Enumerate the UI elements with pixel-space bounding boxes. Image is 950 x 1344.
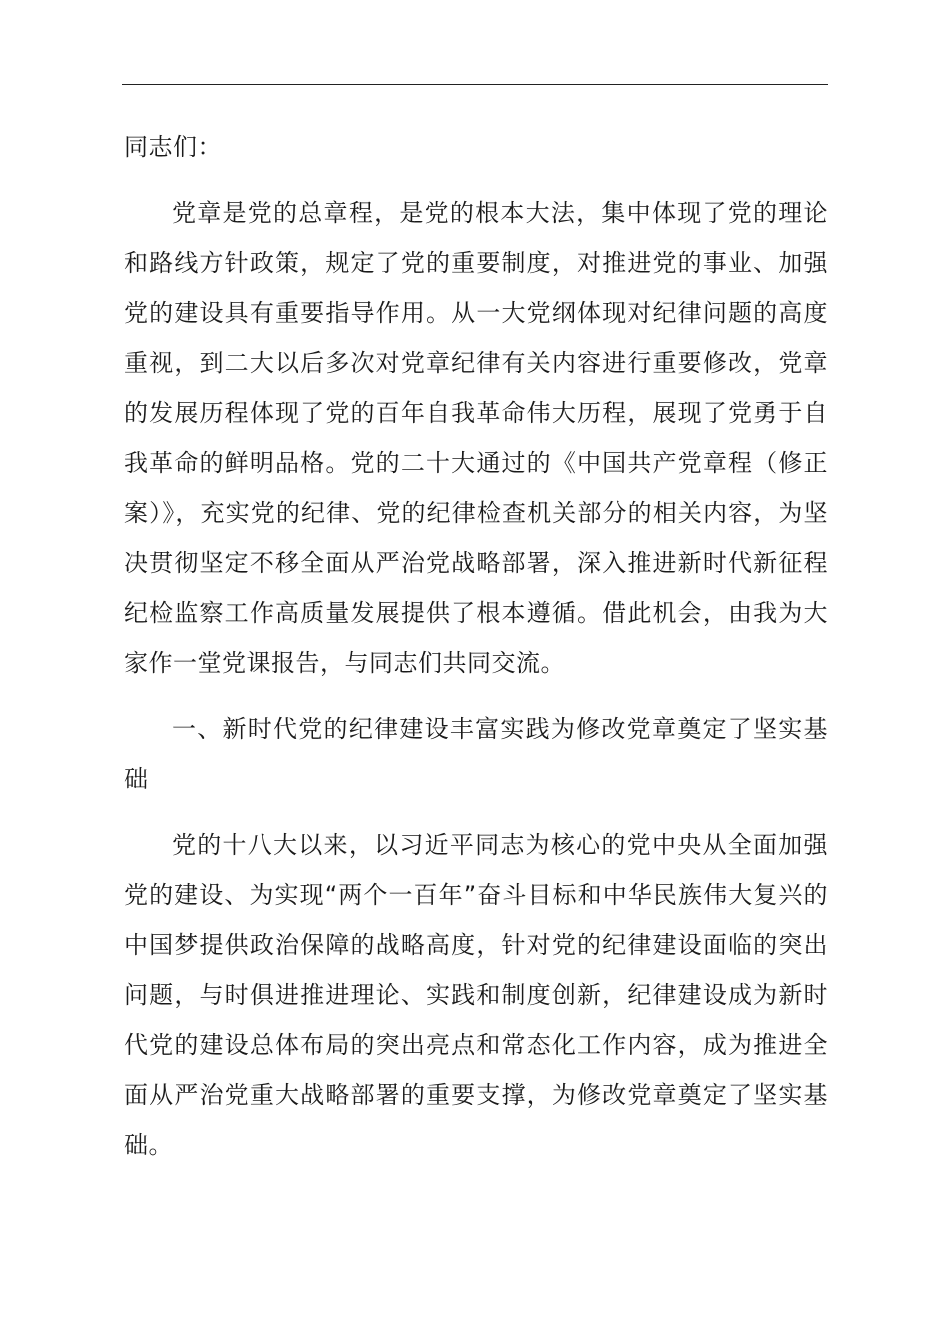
- header-rule: [122, 84, 828, 85]
- salutation: 同志们：: [124, 133, 222, 161]
- paragraph-section-1: 党的十八大以来，以习近平同志为核心的党中央从全面加强党的建设、为实现“两个一百年”奋斗目标和中华民族伟大复兴的中国梦提供政治保障的战略高度，针对党的纪律建设面临的突出问题，与时俱进推进理论、实践和制度创新，纪律建设成为新时代党的建设总体布局的突出亮点和常态化工作内容，成为推进全面从严治党重大战略部署的重要支撑，为修改党章奠定了坚实基础。: [124, 831, 828, 1159]
- document-body: [124, 122, 828, 1186]
- section-heading-1: 一、新时代党的纪律建设丰富实践为修改党章奠定了坚实基础: [124, 715, 828, 793]
- paragraph-intro: 党章是党的总章程，是党的根本大法，集中体现了党的理论和路线方针政策，规定了党的重要制度，对推进党的事业、加强党的建设具有重要指导作用。从一大党纲体现对纪律问题的高度重视，到二大以后多次对党章纪律有关内容进行重要修改，党章的发展历程体现了党的百年自我革命伟大历程，展现了党勇于自我革命的鲜明品格。党的二十大通过的《中国共产党章程（修正案）》，充实党的纪律、党的纪律检查机关部分的相关内容，为坚决贯彻坚定不移全面从严治党战略部署，深入推进新时代新征程纪检监察工作高质量发展提供了根本遵循。借此机会，由我为大家作一堂党课报告，与同志们共同交流。: [124, 199, 828, 677]
